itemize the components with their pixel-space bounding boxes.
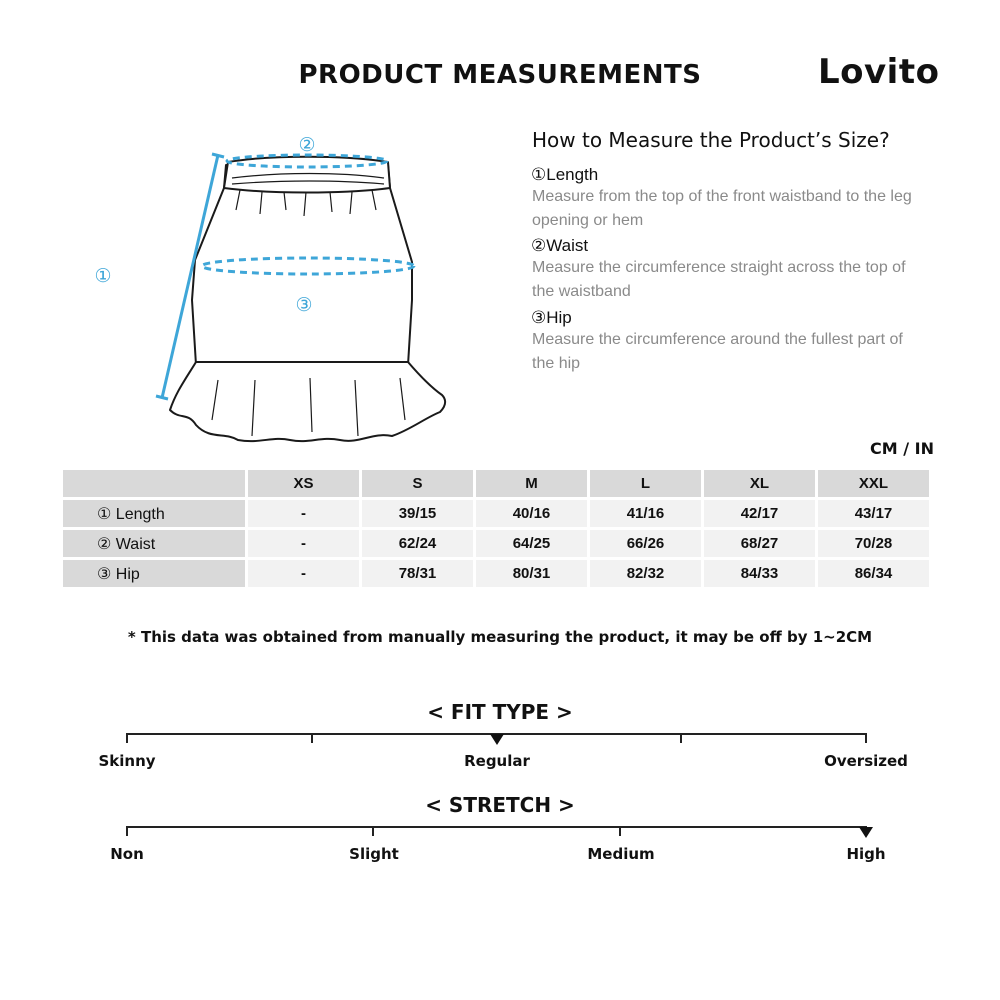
measurement-note: * This data was obtained from manually measuring the product, it may be off by 1~2CM bbox=[127, 628, 873, 646]
stretch-title: < STRETCH > bbox=[425, 793, 575, 817]
fit-type-tick bbox=[680, 733, 682, 743]
fit-type-tick bbox=[126, 733, 128, 743]
fit-type-label-skinny: Skinny bbox=[98, 752, 156, 770]
stretch-label-medium: Medium bbox=[587, 845, 655, 863]
stretch-scale-line bbox=[127, 826, 867, 828]
size-header: M bbox=[476, 470, 587, 497]
waist-label: ②Waist bbox=[531, 236, 589, 255]
size-header-row bbox=[63, 470, 929, 497]
fit-type-tick bbox=[865, 733, 867, 743]
table-cell: - bbox=[248, 560, 359, 587]
fit-type-marker bbox=[490, 734, 504, 745]
length-description: Measure from the top of the front waistband to the leg opening or hem bbox=[532, 188, 912, 229]
table-row bbox=[63, 560, 929, 587]
page-title: PRODUCT MEASUREMENTS bbox=[298, 60, 702, 90]
table-cell: 66/26 bbox=[590, 530, 701, 557]
size-header: XL bbox=[704, 470, 815, 497]
size-header: XS bbox=[248, 470, 359, 497]
skirt-illustration bbox=[80, 125, 460, 455]
hip-description: Measure the circumference around the fullest part of the hip bbox=[532, 331, 903, 372]
how-to-heading: How to Measure the Product’s Size? bbox=[532, 128, 890, 152]
table-cell: - bbox=[248, 500, 359, 527]
row-label: ① Length bbox=[63, 500, 245, 527]
size-table bbox=[60, 467, 932, 590]
table-cell: 80/31 bbox=[476, 560, 587, 587]
table-cell: 40/16 bbox=[476, 500, 587, 527]
table-cell: 43/17 bbox=[818, 500, 929, 527]
table-cell: 68/27 bbox=[704, 530, 815, 557]
size-header: L bbox=[590, 470, 701, 497]
table-cell: 64/25 bbox=[476, 530, 587, 557]
skirt-ruffle bbox=[170, 362, 445, 441]
table-row bbox=[63, 530, 929, 557]
stretch-tick bbox=[372, 826, 374, 836]
stretch-tick bbox=[619, 826, 621, 836]
stretch-label-non: Non bbox=[110, 845, 144, 863]
table-cell: 78/31 bbox=[362, 560, 473, 587]
stretch-tick bbox=[126, 826, 128, 836]
length-marker: ① bbox=[94, 265, 112, 287]
fit-type-title: < FIT TYPE > bbox=[427, 700, 573, 724]
unit-label: CM / IN bbox=[870, 439, 934, 458]
stretch-marker bbox=[859, 827, 873, 838]
length-label: ①Length bbox=[531, 165, 599, 184]
table-cell: - bbox=[248, 530, 359, 557]
row-label: ② Waist bbox=[63, 530, 245, 557]
waist-marker: ② bbox=[298, 134, 316, 156]
table-cell: 62/24 bbox=[362, 530, 473, 557]
stretch-label-slight: Slight bbox=[349, 845, 399, 863]
hip-marker: ③ bbox=[295, 294, 313, 316]
row-label: ③ Hip bbox=[63, 560, 245, 587]
table-row bbox=[63, 500, 929, 527]
fit-type-tick bbox=[311, 733, 313, 743]
table-cell: 70/28 bbox=[818, 530, 929, 557]
skirt-waistband bbox=[224, 157, 390, 193]
table-cell: 86/34 bbox=[818, 560, 929, 587]
waist-description: Measure the circumference straight across the top of the waistband bbox=[532, 259, 906, 300]
brand-logo: Lovito bbox=[818, 52, 940, 92]
table-cell: 39/15 bbox=[362, 500, 473, 527]
skirt-body bbox=[192, 165, 412, 365]
stretch-label-high: High bbox=[846, 845, 886, 863]
table-cell: 42/17 bbox=[704, 500, 815, 527]
header-corner bbox=[63, 470, 245, 497]
size-header: XXL bbox=[818, 470, 929, 497]
fit-type-label-regular: Regular bbox=[464, 752, 530, 770]
table-cell: 84/33 bbox=[704, 560, 815, 587]
size-header: S bbox=[362, 470, 473, 497]
table-cell: 82/32 bbox=[590, 560, 701, 587]
table-cell: 41/16 bbox=[590, 500, 701, 527]
fit-type-label-oversized: Oversized bbox=[824, 752, 908, 770]
hip-label: ③Hip bbox=[531, 308, 572, 327]
